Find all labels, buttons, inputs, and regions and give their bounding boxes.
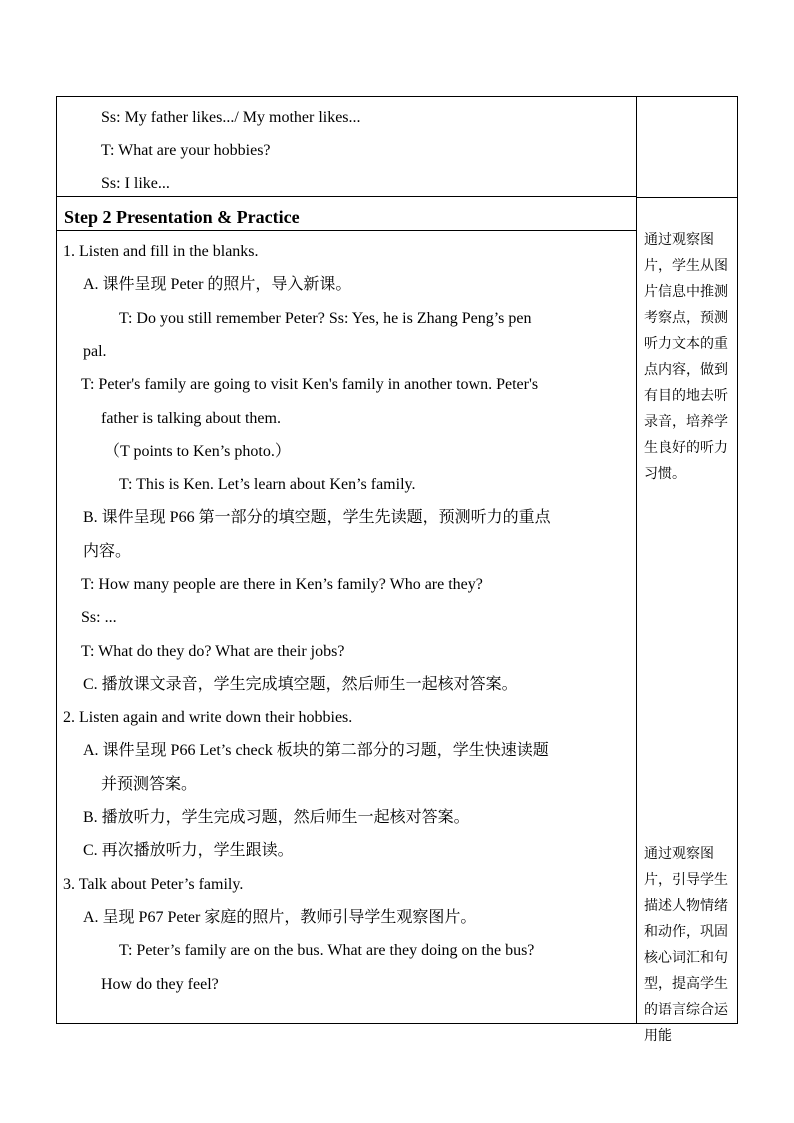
body-line: How do they feel? <box>101 976 219 993</box>
body-line: 2. Listen again and write down their hobbies. <box>63 709 353 726</box>
body-line: 1. Listen and fill in the blanks. <box>63 243 259 260</box>
body-line: T: How many people are there in Ken’s family? Who are they? <box>81 576 483 593</box>
body-line: A. 课件呈现 P66 Let’s check 板块的第二部分的习题，学生快速读题 <box>83 742 549 759</box>
body-line: C. 播放课文录音，学生完成填空题，然后师生一起核对答案。 <box>83 676 518 693</box>
body-line: B. 播放听力，学生完成习题，然后师生一起核对答案。 <box>83 809 470 826</box>
body-line: 内容。 <box>83 543 132 560</box>
column-divider <box>636 96 637 1024</box>
intro-line: T: What are your hobbies? <box>101 142 271 159</box>
body-line: 并预测答案。 <box>101 776 198 793</box>
body-line: A. 课件呈现 Peter 的照片，导入新课。 <box>83 276 352 293</box>
row-divider <box>56 196 636 197</box>
body-line: T: What do they do? What are their jobs? <box>81 643 345 660</box>
body-line: father is talking about them. <box>101 410 281 427</box>
row-divider-right <box>636 197 737 198</box>
body-line: T: Peter's family are going to visit Ken's family in another town. Peter's <box>81 376 539 393</box>
step-heading: Step 2 Presentation & Practice <box>64 207 300 227</box>
body-line: B. 课件呈现 P66 第一部分的填空题，学生先读题，预测听力的重点 <box>83 509 551 526</box>
body-line: （T points to Ken’s photo.） <box>104 443 291 460</box>
intro-line: Ss: I like... <box>101 175 170 192</box>
heading-divider <box>56 230 636 231</box>
lesson-plan-table <box>56 96 738 1044</box>
intro-line: Ss: My father likes.../ My mother likes... <box>101 109 361 126</box>
body-line: C. 再次播放听力，学生跟读。 <box>83 842 294 859</box>
teaching-note: 通过观察图片，引导学生描述人物情绪和动作，巩固核心词汇和句型，提高学生的语言综合运用能 <box>644 847 728 1044</box>
teaching-note: 通过观察图片，学生从图片信息中推测考察点，预测听力文本的重点内容，做到有目的地去听录音，培养学生良好的听力习惯。 <box>644 233 728 482</box>
body-line: 3. Talk about Peter’s family. <box>63 876 244 893</box>
body-line: T: This is Ken. Let’s learn about Ken’s family. <box>119 476 416 493</box>
body-line: T: Peter’s family are on the bus. What are they doing on the bus? <box>119 942 535 959</box>
body-line: A. 呈现 P67 Peter 家庭的照片，教师引导学生观察图片。 <box>83 909 477 926</box>
body-line: pal. <box>83 343 107 360</box>
body-line: Ss: ... <box>81 609 117 626</box>
body-line: T: Do you still remember Peter? Ss: Yes, he is Zhang Peng’s pen <box>119 310 532 327</box>
